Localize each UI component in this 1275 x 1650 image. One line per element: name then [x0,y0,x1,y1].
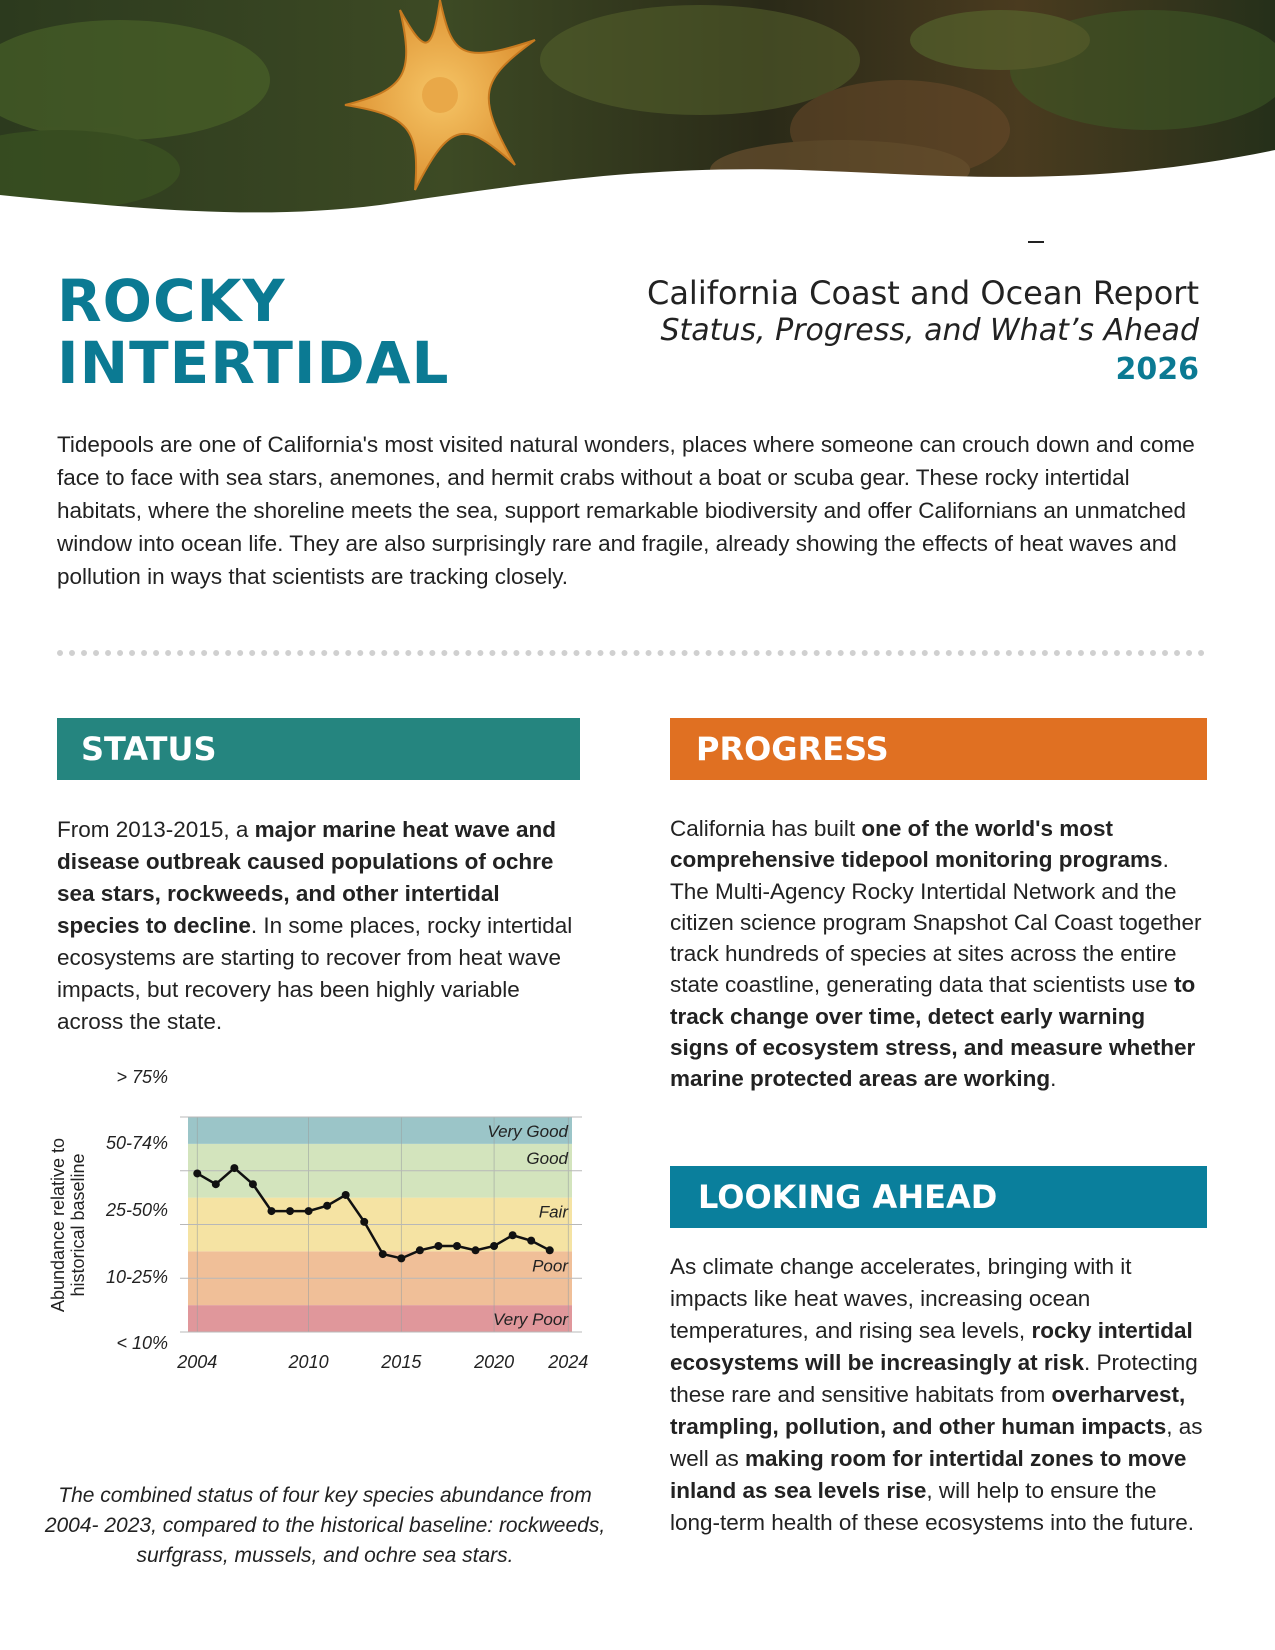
ahead-text-bold-2: overharvest, trampling, pollution, and other human impacts [670,1382,1186,1439]
band-label-good: Good [526,1148,568,1168]
title-line-1: ROCKY [57,267,286,335]
progress-heading: PROGRESS [670,718,1207,780]
data-point [397,1254,405,1262]
ahead-text-7: , will help to ensure the long-term health of these ecosystems into the future. [670,1478,1195,1535]
x-tick-label: 2015 [381,1352,422,1372]
status-heading: STATUS [57,718,580,780]
x-tick-label: 2004 [177,1352,218,1372]
looking-ahead-paragraph [670,1251,1210,1539]
data-point [342,1191,350,1199]
status-text-3: . In some places, rocky intertidal ecosystems are starting to recover from heat wave impacts, but recovery has been highly variable across the state. [57,913,573,1034]
x-tick-label: 2020 [474,1352,515,1372]
y-axis-label: Abundance relative tohistorical baseline [48,1137,88,1313]
data-point [509,1231,517,1239]
band-label-very-poor: Very Poor [493,1310,568,1330]
data-point [286,1207,294,1215]
data-point [434,1242,442,1250]
progress-text-5: . [1050,1066,1057,1092]
progress-text-1: California has built [670,816,862,841]
band-label-fair: Fair [538,1202,568,1222]
status-paragraph [57,814,577,1038]
report-subtitle: Status, Progress, and What’s Ahead [660,313,1199,348]
ahead-text-1: As climate change accelerates, bringing with it impacts like heat waves, increasing ocean temperatures, and rising sea levels, [670,1254,1132,1343]
data-point [453,1242,461,1250]
abundance-chart [40,1067,620,1450]
progress-text-3: . The Multi-Agency Rocky Intertidal Network and the citizen science program Snapshot Cal Coast together track hundreds of species at sites across the entire state coastline, generating data that scientists use [670,847,1202,998]
y-tick-label: > 75% [116,1067,168,1087]
data-point [249,1180,257,1188]
x-tick-label: 2010 [288,1352,329,1372]
data-point [305,1207,313,1215]
ahead-text-bold-1: rocky intertidal ecosystems will be increasingly at risk [670,1318,1193,1375]
data-point [230,1164,238,1172]
x-tick-label: 2024 [548,1352,589,1372]
ahead-text-3: . Protecting these rare and sensitive habitats from [670,1350,1198,1407]
data-point [267,1207,275,1215]
ahead-text-bold-3: making room for intertidal zones to move inland as sea levels rise [670,1446,1187,1503]
dash-mark [1028,241,1044,243]
data-point [323,1202,331,1210]
data-point [212,1180,220,1188]
band-label-poor: Poor [532,1256,568,1276]
progress-paragraph [670,813,1210,1095]
data-point [490,1242,498,1250]
looking-ahead-heading: LOOKING AHEAD [670,1166,1207,1228]
progress-text-bold-1: one of the world's most comprehensive tidepool monitoring programs [670,816,1163,873]
chart-caption: The combined status of four key species abundance from 2004- 2023, compared to the historical baseline: rockweeds, surfgrass, mussels, and ochre sea stars. [44,1484,606,1567]
y-tick-label: 25-50% [105,1200,168,1220]
data-point [379,1250,387,1258]
report-heading [647,274,1199,390]
progress-text-bold-2: to track change over time, detect early warning signs of ecosystem stress, and measure whether marine protected areas are working [670,972,1196,1092]
ahead-text-5: , as well as [670,1414,1203,1471]
data-point [527,1237,535,1245]
status-text-1: From 2013-2015, a [57,817,255,842]
status-text-bold: major marine heat wave and disease outbreak caused populations of ochre sea stars, rockweeds, and other intertidal species to decline [57,817,556,938]
y-tick-label: 50-74% [105,1133,168,1153]
title-line-2: INTERTIDAL [57,329,450,397]
page-title [57,267,450,397]
y-tick-label: 10-25% [105,1267,168,1287]
report-year: 2026 [1115,352,1199,387]
data-point [472,1246,480,1254]
hero-image [0,0,1275,235]
data-point [360,1218,368,1226]
data-point [193,1169,201,1177]
intro-paragraph: Tidepools are one of California's most visited natural wonders, places where someone can crouch down and come face to face with sea stars, anemones, and hermit crabs without a boat or scuba gear. These rocky intertidal habitats, where the shoreline meets the sea, support remarkable biodiversity and offer Californians an unmatched window into ocean life. They are also surprisingly rare and fragile, already showing the effects of heat waves and pollution in ways that scientists are tracking closely. [57,432,1195,589]
data-point [416,1246,424,1254]
data-point [546,1246,554,1254]
y-tick-label: < 10% [116,1333,168,1353]
report-title: California Coast and Ocean Report [646,274,1199,312]
band-label-very-good: Very Good [487,1122,568,1141]
dotted-divider [57,650,1205,656]
abundance-chart-svg [40,1067,620,1450]
